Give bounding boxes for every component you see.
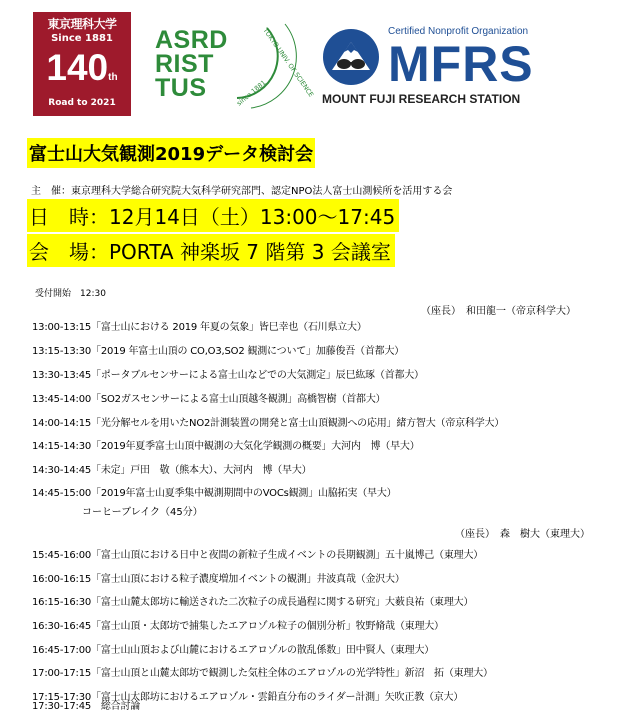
session1-chair: （座長） 和田龍一（帝京科学大） [421, 306, 576, 317]
event-venue: 会 場：PORTA 神楽坂 7 階第 3 会議室 [27, 234, 395, 267]
tus-logo-number-value: 140 [46, 47, 109, 88]
tus-logo-number [33, 46, 131, 100]
tus-logo-name: 東京理科大学 [47, 17, 117, 31]
schedule-item: 16:00-16:15「富士山頂における粒子濃度増加イベントの観測」井波真哉（金沢大） [32, 574, 405, 585]
mfrs-logo [320, 22, 600, 112]
coffee-break: コーヒーブレイク（45分） [82, 507, 203, 518]
schedule-item: 17:00-17:15「富士山頂と山麓太郎坊で観測した気柱全体のエアロゾルの光学特性」新沼 拓（東理大） [32, 668, 493, 679]
tus-140th-logo [33, 12, 131, 116]
reception-time: 受付開始 12:30 [35, 289, 106, 299]
schedule-item: 13:00-13:15「富士山における 2019 年夏の気象」皆巳幸也（石川県立大） [32, 322, 367, 333]
svg-text:since 1881: since 1881 [235, 78, 268, 108]
schedule-item: 16:45-17:00「富士山山頂および山麓におけるエアロゾルの散乱係数」田中賢人（東理大） [32, 645, 435, 656]
organizer-line: 主 催：東京理科大学総合研究院大気科学研究部門、認定NPO法人富士山測候所を活用する会 [31, 186, 453, 197]
schedule-item: 13:45-14:00「SO2ガスセンサーによる富士山頂越冬観測」高橋智樹（首都大） [32, 394, 386, 405]
tus-logo-road: Road to 2021 [48, 98, 116, 108]
schedule-item: 17:15-17:30「富士山太郎坊におけるエアロゾル・雲鉛直分布のライダー計測」矢吹正教（京大） [32, 692, 464, 703]
mfrs-cert-text: Certified Nonprofit Organization [388, 26, 529, 37]
asrd-logo-line: RIST [155, 50, 214, 78]
tus-logo-suffix: th [108, 72, 118, 83]
schedule-item: 17:30-17:45 総合討論 [32, 701, 141, 712]
schedule-item: 14:45-15:00「2019年富士山夏季集中観測期間中のVOCs観測」山脇拓実（早大） [32, 488, 397, 499]
schedule-item: 14:00-14:15「光分解セルを用いたNO2計測装置の開発と富士山頂観測への応用」緒方智大（帝京科学大） [32, 418, 505, 429]
schedule-item: 14:15-14:30「2019年夏季富士山頂中観測の大気化学観測の概要」大河内 博（早大） [32, 441, 420, 452]
schedule-item: 15:45-16:00「富士山頂における日中と夜間の新粒子生成イベントの長期観測」五十嵐博己（東理大） [32, 550, 484, 561]
mfrs-abbr-text: MFRS [388, 36, 534, 92]
asrd-logo [155, 20, 316, 112]
mount-fuji-emblem-icon [322, 24, 380, 90]
schedule-item: 14:30-14:45「未定」戸田 敬（熊本大）、大河内 博（早大） [32, 465, 312, 476]
asrd-ring-icon [155, 20, 316, 112]
schedule-item: 13:15-13:30「2019 年富士山頂の CO,O3,SO2 観測について」加藤俊吾（首都大） [32, 346, 405, 357]
schedule-item: 16:15-16:30「富士山麓太郎坊に輸送された二次粒子の成長過程に関する研究」大薮良祐（東理大） [32, 597, 474, 608]
asrd-logo-line: ASRD [155, 26, 228, 54]
event-datetime: 日 時：12月14日（土）13:00～17:45 [27, 199, 399, 232]
svg-text:TOKYO UNIV. OF SCIENCE: TOKYO UNIV. OF SCIENCE [261, 26, 316, 99]
mfrs-full-name: MOUNT FUJI RESEARCH STATION [322, 92, 521, 106]
asrd-logo-line: TUS [155, 74, 207, 102]
tus-logo-since: Since 1881 [51, 33, 113, 44]
schedule-item: 16:30-16:45「富士山頂・太郎坊で捕集したエアロゾル粒子の個別分析」牧野脩哉（東理大） [32, 621, 444, 632]
session2-chair: （座長） 森 樹大（東理大） [455, 529, 590, 540]
schedule-item: 13:30-13:45「ポータブルセンサーによる富士山などでの大気測定」辰巳紘琢（首都大） [32, 370, 424, 381]
event-title: 富士山大気観測2019データ検討会 [27, 138, 315, 168]
